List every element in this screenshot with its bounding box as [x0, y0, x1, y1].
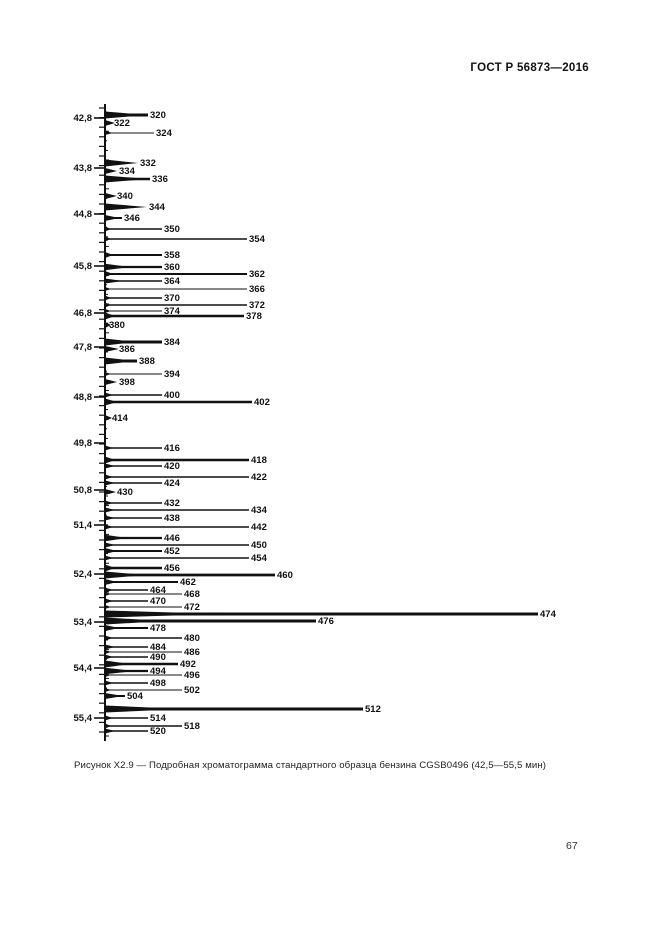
peak-spike: [105, 393, 113, 398]
peak-label: 378: [246, 311, 262, 323]
peak-label: 380: [109, 320, 125, 332]
peak-label: 420: [164, 461, 180, 473]
peak-spike: [105, 525, 113, 530]
peak-label: 514: [150, 713, 166, 725]
peak-label: 388: [139, 356, 155, 368]
peak-label: 344: [149, 202, 165, 214]
peak-label: 394: [164, 369, 180, 381]
peak-label: 366: [249, 284, 265, 296]
peak-label: 414: [112, 413, 128, 425]
peak-spike: [105, 303, 111, 308]
peak-spike: [105, 372, 111, 376]
peak-label: 370: [164, 293, 180, 305]
peak-spike: [105, 716, 113, 721]
peak-label: 340: [117, 191, 133, 203]
peak-label: 332: [140, 158, 156, 170]
peak-label: 430: [117, 487, 133, 499]
peak-spike: [105, 636, 113, 641]
peak-label: 452: [164, 546, 180, 558]
axis-tick-label: 53,4: [73, 617, 92, 628]
peak-label: 472: [184, 602, 200, 614]
peak-label: 324: [156, 128, 172, 140]
peak-spike: [105, 399, 117, 406]
peak-label: 346: [124, 213, 140, 225]
figure-caption: Рисунок Х2.9 — Подробная хроматограмма стандартного образца бензина CGSB0496 (42,5—55,5 мин): [74, 760, 547, 771]
peak-spike: [105, 287, 111, 291]
peak-label: 490: [150, 652, 166, 664]
peak-label: 334: [119, 166, 135, 178]
peak-spike: [105, 688, 111, 692]
peak-label: 492: [180, 659, 196, 671]
axis-tick-label: 47,8: [73, 342, 92, 353]
peak-label: 498: [150, 678, 166, 690]
peak-label: 456: [164, 563, 180, 575]
peak-label: 364: [164, 276, 180, 288]
peak-spike: [105, 592, 111, 596]
axis-tick-label: 48,8: [73, 392, 92, 403]
page-number: 67: [566, 840, 578, 852]
peak-spike: [105, 279, 123, 284]
peak-label: 336: [152, 174, 168, 186]
peak-label: 454: [251, 553, 267, 565]
peak-label: 350: [164, 224, 180, 236]
peak-spike: [105, 706, 185, 713]
axis-tick-label: 44,8: [73, 209, 92, 220]
peak-spike: [105, 645, 115, 650]
peak-spike: [105, 309, 111, 313]
peak-label: 520: [150, 726, 166, 738]
peak-label: 450: [251, 540, 267, 552]
peak-label: 486: [184, 647, 200, 659]
peak-label: 374: [164, 306, 180, 318]
axis-tick-label: 45,8: [73, 261, 92, 272]
peak-label: 386: [119, 344, 135, 356]
peak-spike: [105, 346, 119, 352]
peak-spike: [105, 572, 145, 579]
peak-label: 496: [184, 670, 200, 682]
peak-spike: [105, 457, 115, 464]
peak-label: 442: [251, 522, 267, 534]
axis-tick-label: 52,4: [73, 569, 92, 580]
peak-label: 422: [251, 472, 267, 484]
chromatogram-figure: [0, 90, 661, 750]
peak-label: 432: [164, 498, 180, 510]
peak-spike: [105, 605, 111, 609]
peak-spike: [105, 655, 113, 660]
peak-label: 362: [249, 269, 265, 281]
peak-spike: [105, 599, 113, 604]
peak-label: 494: [150, 666, 166, 678]
peak-spike: [105, 693, 123, 699]
peak-spike: [105, 489, 116, 495]
peak-label: 354: [249, 234, 265, 246]
peak-spike: [105, 543, 115, 548]
peak-spike: [105, 358, 135, 365]
axis-tick-label: 54,4: [73, 663, 92, 674]
peak-spike: [105, 681, 113, 686]
peak-label: 474: [540, 609, 556, 621]
peak-label: 504: [127, 691, 143, 703]
peak-label: 476: [318, 616, 334, 628]
peak-spike: [105, 481, 115, 486]
peak-spike: [105, 379, 117, 385]
peak-spike: [105, 556, 113, 561]
peak-label: 384: [164, 337, 180, 349]
peak-label: 322: [114, 118, 130, 130]
peak-label: 418: [251, 455, 267, 467]
peak-spike: [105, 252, 113, 258]
axis-tick-label: 49,8: [73, 438, 92, 449]
peak-label: 402: [254, 397, 270, 409]
peak-label: 468: [184, 589, 200, 601]
peak-label: 424: [164, 478, 180, 490]
peak-label: 502: [184, 685, 200, 697]
peak-label: 478: [150, 623, 166, 635]
peak-label: 462: [180, 577, 196, 589]
peak-label: 416: [164, 443, 180, 455]
peak-label: 320: [150, 110, 166, 122]
peak-spike: [105, 650, 111, 654]
peak-label: 372: [249, 300, 265, 312]
axis-tick-label: 46,8: [73, 308, 92, 319]
peak-spike: [105, 204, 147, 211]
peak-label: 398: [119, 377, 135, 389]
peak-label: 460: [277, 570, 293, 582]
peak-label: 512: [365, 704, 381, 716]
peak-spike: [105, 313, 115, 320]
peak-spike: [105, 724, 111, 729]
peak-label: 434: [251, 505, 267, 517]
peak-spike: [105, 668, 135, 674]
peak-spike: [105, 296, 111, 301]
peak-label: 518: [184, 721, 200, 733]
document-header-title: ГОСТ Р 56873—2016: [470, 62, 589, 74]
axis-tick-label: 55,4: [73, 713, 92, 724]
peak-spike: [105, 446, 113, 451]
peak-label: 438: [164, 513, 180, 525]
peak-spike: [105, 271, 113, 277]
peak-label: 446: [164, 533, 180, 545]
peak-spike: [105, 227, 111, 232]
peak-spike: [105, 168, 117, 174]
peak-spike: [105, 611, 225, 618]
peak-spike: [105, 475, 113, 480]
peak-label: 400: [164, 390, 180, 402]
peak-label: 358: [164, 250, 180, 262]
axis-tick-label: 50,8: [73, 485, 92, 496]
peak-spike: [105, 729, 115, 734]
peak-spike: [105, 548, 117, 554]
peak-spike: [105, 661, 130, 668]
peak-label: 480: [184, 633, 200, 645]
peak-spike: [105, 215, 119, 221]
peak-spike: [105, 516, 115, 521]
axis-tick-label: 43,8: [73, 163, 92, 174]
peak-spike: [105, 535, 127, 541]
peak-label: 470: [150, 596, 166, 608]
peak-spike: [105, 579, 117, 585]
peak-label: 360: [164, 262, 180, 274]
peak-spike: [105, 464, 115, 469]
axis-tick-label: 51,4: [73, 520, 92, 531]
peak-spike: [105, 415, 112, 421]
peak-label: 464: [150, 585, 166, 597]
peak-spike: [105, 264, 130, 270]
peak-label: 484: [150, 642, 166, 654]
peak-spike: [105, 501, 113, 506]
peak-spike: [105, 625, 119, 631]
peak-spike: [105, 193, 117, 199]
peak-spike: [105, 565, 115, 572]
axis-tick-label: 42,8: [73, 113, 92, 124]
peak-spike: [105, 508, 115, 513]
